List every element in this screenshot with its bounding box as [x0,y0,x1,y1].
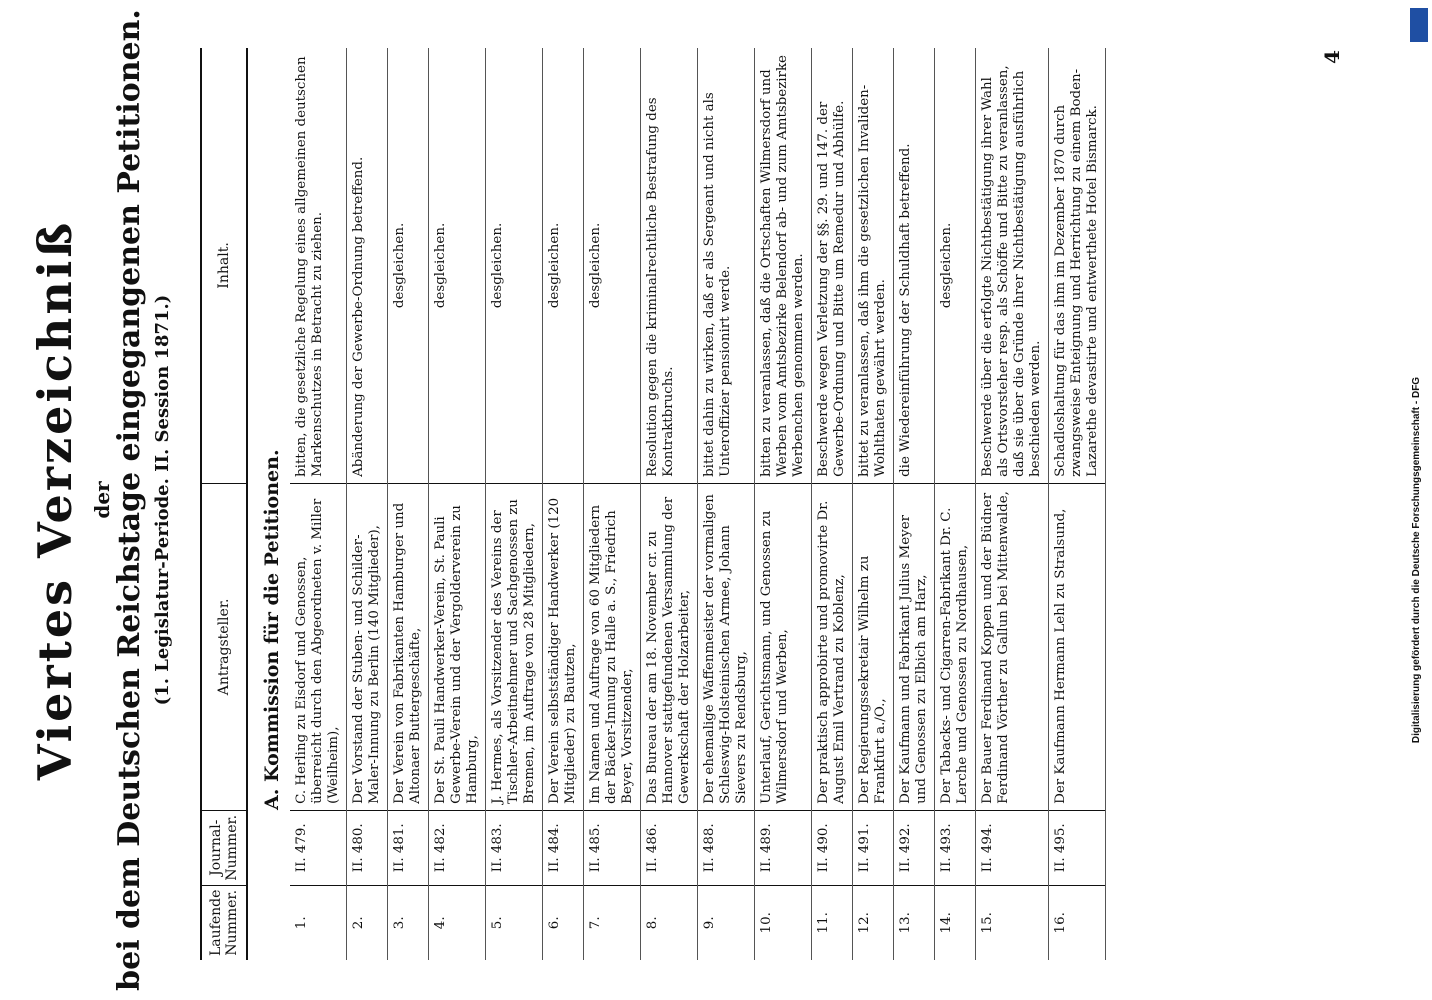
cell-antragsteller: Der Verein selbstständiger Handwerker (120 Mitglieder) zu Bautzen, [543,483,584,810]
cell-inhalt: desgleichen. [388,48,429,483]
cell-laufende-nummer: 4. [429,885,486,960]
cell-antragsteller: Der Vorstand der Stuben- und Schilder-Maler-Innung zu Berlin (140 Mitglieder), [347,483,388,810]
cell-journal-nummer: II. 491. [853,810,894,885]
cell-inhalt: desgleichen. [543,48,584,483]
cell-antragsteller: Der Kaufmann Hermann Lehl zu Stralsund, [1049,483,1106,810]
cell-journal-nummer: II. 492. [894,810,935,885]
cell-journal-nummer: II. 493. [935,810,976,885]
cell-antragsteller: C. Herling zu Eisdorf und Genossen, überreicht durch den Abgeordneten v. Miller (Weilheim), [290,483,347,810]
cell-journal-nummer: II. 483. [486,810,543,885]
cell-journal-nummer: II. 495. [1049,810,1106,885]
cell-antragsteller: Der Kaufmann und Fabrikant Julius Meyer und Genossen zu Elbich am Harz, [894,483,935,810]
cell-inhalt: Resolution gegen die kriminalrechtliche Bestrafung des Kontraktbruchs. [641,48,698,483]
dfg-logo-icon [1410,8,1428,42]
dfg-sidebar [1406,0,1432,1000]
cell-inhalt: desgleichen. [486,48,543,483]
cell-antragsteller: Der Bauer Ferdinand Koppen und der Büdner Ferdinand Vörther zu Gallun bei Mittenwalde, [976,483,1049,810]
cell-inhalt: bitten zu veranlassen, daß die Ortschaften Wilmersdorf und Werben vom Amtsbezirke Belendorf ab- und zum Amtsbezirke Werbenchen genommen werden. [755,48,812,483]
cell-inhalt: Schadloshaltung für das ihm im Dezember 1870 durch zwangsweise Enteignung und Herrichtung zu einem Boden-Lazarethe devastirte und entwerthete Hotel Bismarck. [1049,48,1106,483]
cell-laufende-nummer: 6. [543,885,584,960]
cell-inhalt: desgleichen. [429,48,486,483]
cell-laufende-nummer: 16. [1049,885,1106,960]
dfg-credit: Digitalisierung gefördert durch die Deutsche Forschungsgemeinschaft - DFG [1411,376,1422,744]
cell-laufende-nummer: 2. [347,885,388,960]
cell-antragsteller: Der ehemalige Waffenmeister der vormaligen Schleswig-Holsteinischen Armee, Johann Sievers zu Rendsburg, [698,483,755,810]
cell-laufende-nummer: 7. [584,885,641,960]
table-header-row [201,48,247,960]
cell-inhalt: bittet zu veranlassen, daß ihm die gesetzlichen Invaliden-Wohlthaten gewährt werden. [853,48,894,483]
cell-journal-nummer: II. 479. [290,810,347,885]
table-row [698,48,755,960]
cell-antragsteller: Im Namen und Auftrage von 60 Mitgliedern der Bäcker-Innung zu Halle a. S., Friedrich Beyer, Vorsitzender, [584,483,641,810]
table-row [853,48,894,960]
cell-antragsteller: Der Regierungssekretair Wilhelm zu Frankfurt a./O., [853,483,894,810]
cell-antragsteller: Der St. Pauli Handwerker-Verein, St. Pauli Gewerbe-Verein und der Vergolderverein zu Hamburg, [429,483,486,810]
cell-inhalt: desgleichen. [935,48,976,483]
cell-inhalt: bitten, die gesetzliche Regelung eines allgemeinen deutschen Markenschutzes in Betracht zu ziehen. [290,48,347,483]
cell-inhalt: Abänderung der Gewerbe-Ordnung betreffend. [347,48,388,483]
cell-inhalt: Beschwerde wegen Verletzung der §§. 29. und 147. der Gewerbe-Ordnung und Bitte um Remedur und Abhülfe. [812,48,853,483]
cell-antragsteller: Das Bureau der am 18. November cr. zu Hannover stattgefundenen Versammlung der Gewerkschaft der Holzarbeiter, [641,483,698,810]
header-inhalt: Inhalt. [201,48,247,483]
table-row [812,48,853,960]
document-title: Viertes Verzeichniß [28,219,82,781]
cell-laufende-nummer: 13. [894,885,935,960]
cell-journal-nummer: II. 484. [543,810,584,885]
cell-laufende-nummer: 10. [755,885,812,960]
cell-laufende-nummer: 14. [935,885,976,960]
cell-antragsteller: J. Hermes, als Vorsitzender des Vereins der Tischler-Arbeitnehmer und Sachgenossen zu Bremen, im Auftrage von 28 Mitgliedern, [486,483,543,810]
cell-inhalt: desgleichen. [584,48,641,483]
cell-inhalt: Beschwerde über die erfolgte Nichtbestätigung ihrer Wahl als Ortsvorsteher resp. als Schöffe und Bitte zu veranlassen, daß sie über die Gründe ihrer Nichtbestätigung ausführlich beschieden werden. [976,48,1049,483]
cell-laufende-nummer: 12. [853,885,894,960]
table-row [1049,48,1106,960]
table-row [894,48,935,960]
section-heading: A. Kommission für die Petitionen. [261,449,283,810]
table-row [429,48,486,960]
document-subtitle: bei dem Deutschen Reichstage eingegangenen Petitionen. [112,9,147,991]
cell-laufende-nummer: 9. [698,885,755,960]
document-period: (1. Legislatur-Periode. II. Session 1871.) [152,294,173,706]
page-number: 4 [1320,50,1344,64]
cell-journal-nummer: II. 480. [347,810,388,885]
document-der: der [90,481,114,519]
header-journal-nummer: Journal-Nummer. [201,810,247,885]
table-row [290,48,347,960]
cell-laufende-nummer: 15. [976,885,1049,960]
cell-journal-nummer: II. 494. [976,810,1049,885]
cell-antragsteller: Unterlauf, Gerichtsmann, und Genossen zu Wilmersdorf und Werben, [755,483,812,810]
cell-journal-nummer: II. 486. [641,810,698,885]
cell-antragsteller: Der Tabacks- und Cigarren-Fabrikant Dr. C. Lerche und Genossen zu Nordhausen, [935,483,976,810]
cell-inhalt: bittet dahin zu wirken, daß er als Sergeant und nicht als Unteroffizier pensionirt werde. [698,48,755,483]
cell-laufende-nummer: 8. [641,885,698,960]
cell-antragsteller: Der Verein von Fabrikanten Hamburger und Altonaer Buttergeschäfte, [388,483,429,810]
cell-journal-nummer: II. 481. [388,810,429,885]
petition-table [200,48,1106,960]
table-row [486,48,543,960]
cell-journal-nummer: II. 482. [429,810,486,885]
header-laufende-nummer: Laufende Nummer. [201,885,247,960]
cell-inhalt: die Wiedereinführung der Schuldhaft betreffend. [894,48,935,483]
table-body [247,48,1106,960]
cell-journal-nummer: II. 490. [812,810,853,885]
cell-laufende-nummer: 5. [486,885,543,960]
table-row [543,48,584,960]
cell-journal-nummer: II. 488. [698,810,755,885]
table-row [641,48,698,960]
table-row [935,48,976,960]
header-antragsteller: Antragsteller. [201,483,247,810]
cell-antragsteller: Der praktisch approbirte und promovirte Dr. August Emil Vertrand zu Koblenz, [812,483,853,810]
cell-laufende-nummer: 1. [290,885,347,960]
table-row [347,48,388,960]
cell-laufende-nummer: 11. [812,885,853,960]
section-heading-row [247,48,290,960]
cell-journal-nummer: II. 489. [755,810,812,885]
cell-laufende-nummer: 3. [388,885,429,960]
table-row [388,48,429,960]
cell-journal-nummer: II. 485. [584,810,641,885]
table-row [976,48,1049,960]
table-row [584,48,641,960]
table-row [755,48,812,960]
